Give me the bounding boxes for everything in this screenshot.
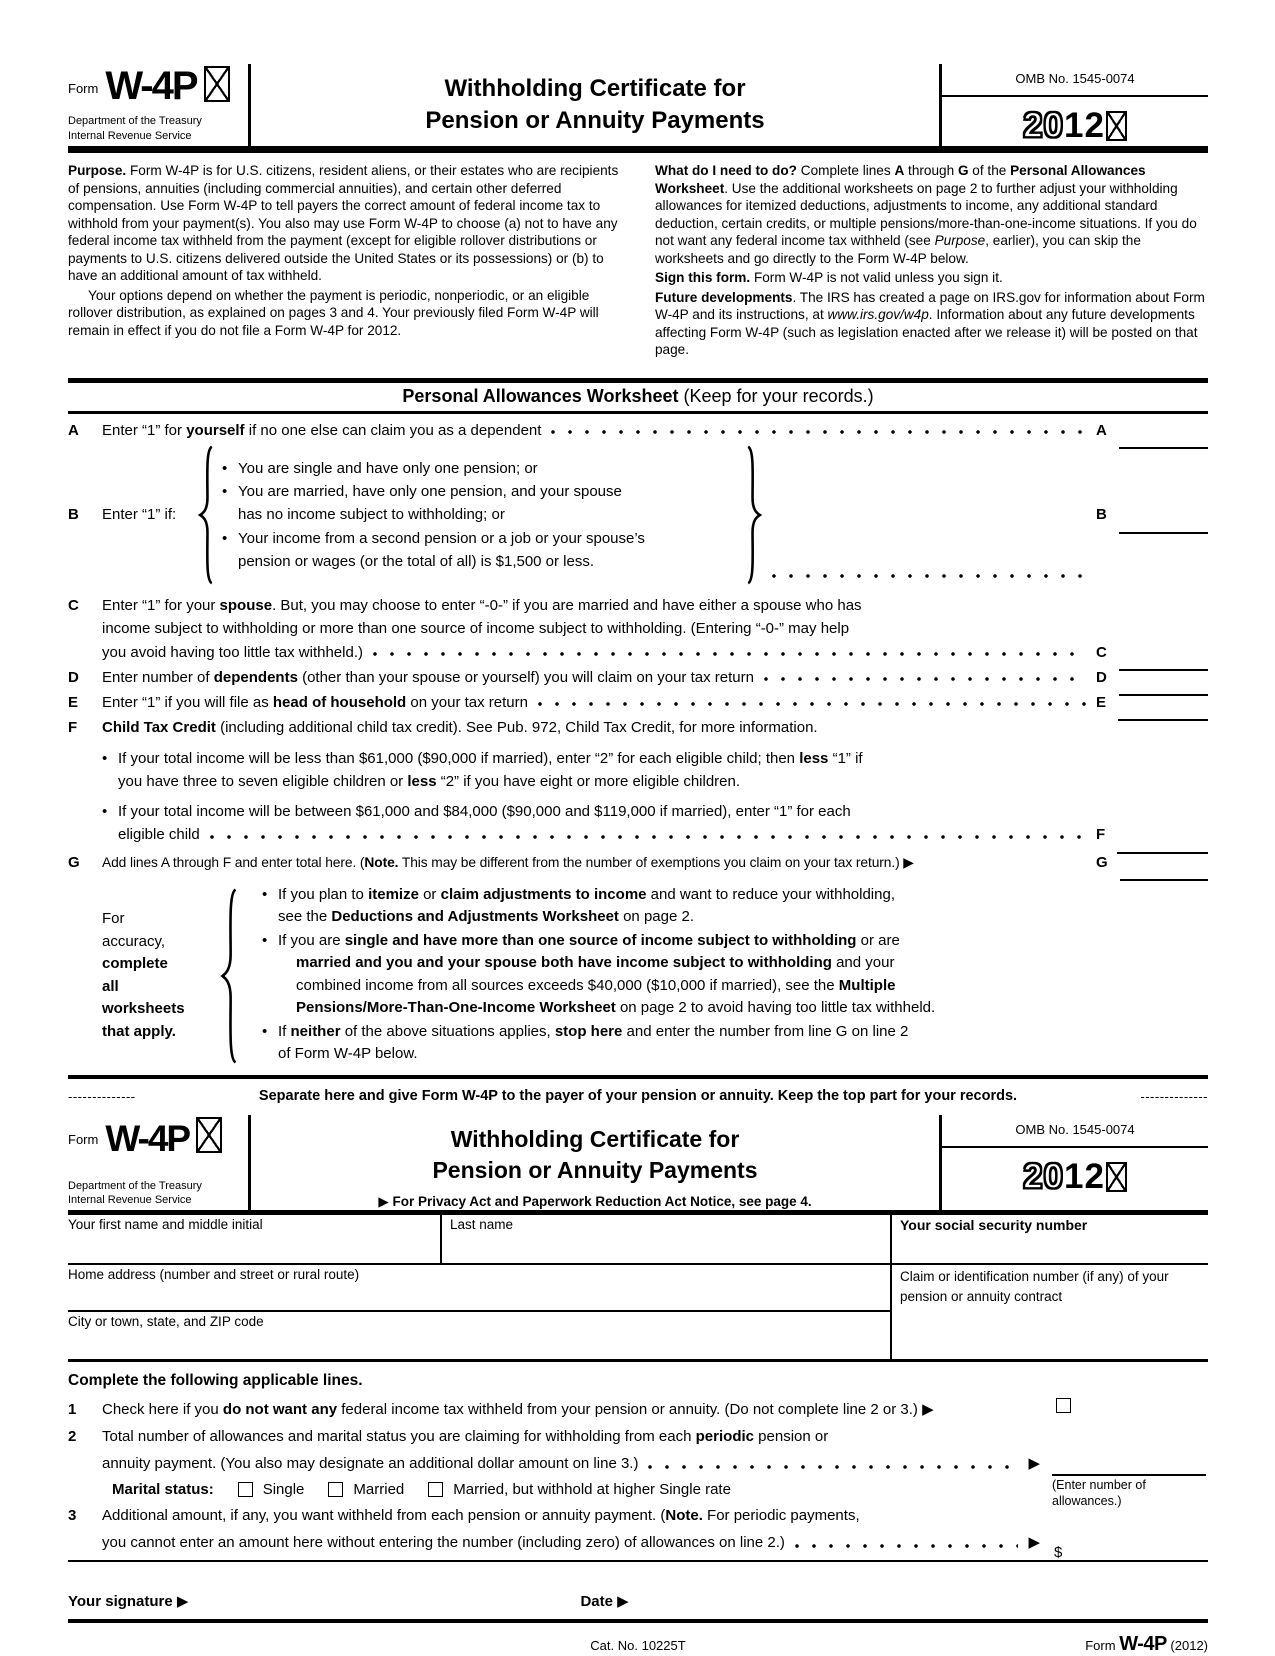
form-header-bottom bbox=[68, 1115, 1208, 1215]
home-address-label: Home address (number and street or rural route) bbox=[68, 1267, 360, 1283]
entry-letter: A bbox=[1096, 421, 1107, 439]
worksheet-title: Personal Allowances Worksheet (Keep for your records.) bbox=[68, 383, 1208, 414]
bullet-icon: • bbox=[262, 885, 268, 903]
options-paragraph: Your options depend on whether the payment is periodic, nonperiodic, or an eligible rollover distribution, as explained on pages 3 and 4. Your previously filed Form W-4P will remain in effect if you do not file a Form W-4P for 2012. bbox=[68, 287, 599, 338]
accuracy-label-line: For bbox=[102, 910, 125, 928]
form-title-line-2: Pension or Annuity Payments bbox=[425, 107, 765, 135]
line-1-text: Check here if you do not want any federal income tax withheld from your pension or annuity. (Do not complete line 2 or 3.) ▶ bbox=[102, 1401, 934, 1419]
bullet-item bbox=[102, 800, 1208, 823]
bullet-item bbox=[222, 480, 746, 503]
bullet-icon: • bbox=[262, 932, 268, 950]
line-3 bbox=[68, 1503, 1040, 1529]
married-label: Married bbox=[353, 1480, 405, 1498]
accuracy-bullet-continued: see the Deductions and Adjustments Worksheet on page 2. bbox=[278, 908, 694, 926]
worksheet-line-b bbox=[68, 444, 1208, 586]
line-letter: G bbox=[68, 853, 80, 871]
marital-status-label: Marital status: bbox=[112, 1480, 214, 1498]
bullet-icon: • bbox=[262, 1022, 268, 1040]
line-b-bullet-list bbox=[214, 457, 746, 573]
sign-this-form-paragraph: Sign this form. Form W-4P is not valid unless you sign it. bbox=[655, 270, 1003, 286]
personal-allowances-worksheet bbox=[68, 419, 1208, 1068]
bullet-text-continued: has no income subject to withholding; or bbox=[238, 506, 505, 524]
accuracy-bullet-continued: combined income from all sources exceeds $40,000 ($10,000 if married), see the Multiple bbox=[296, 976, 896, 994]
bullet-item bbox=[262, 930, 1208, 952]
page-footer bbox=[68, 1623, 1208, 1656]
ssn-field[interactable] bbox=[890, 1215, 1208, 1265]
line-f-bullet1-text: If your total income will be less than $61,000 ($90,000 if married), enter “2” for each eligible child; then less “1” if bbox=[118, 749, 863, 767]
entry-letter: D bbox=[1096, 668, 1107, 686]
entry-letter: B bbox=[1096, 506, 1107, 524]
bullet-text: You are single and have only one pension; or bbox=[238, 459, 538, 477]
form-header-top bbox=[68, 64, 1208, 153]
instructions-right-column bbox=[655, 162, 1208, 366]
dept-line-2: Internal Revenue Service bbox=[68, 1194, 192, 1207]
bullet-item bbox=[222, 527, 746, 550]
accuracy-label-line: complete bbox=[102, 955, 168, 973]
bullet-item bbox=[222, 457, 746, 480]
catalog-number: Cat. No. 10225T bbox=[590, 1637, 686, 1653]
line-1 bbox=[68, 1397, 1040, 1423]
year-outline-digits: 20 bbox=[1023, 106, 1064, 145]
line-2-continued bbox=[68, 1450, 1040, 1477]
omb-number: OMB No. 1545-0074 bbox=[942, 1115, 1208, 1148]
applicable-lines-heading: Complete the following applicable lines. bbox=[68, 1372, 363, 1390]
dot-leader bbox=[795, 1540, 1019, 1552]
line-2 bbox=[68, 1424, 1040, 1450]
allowances-note: (Enter number of allowances.) bbox=[1052, 1478, 1146, 1509]
omb-year-box bbox=[939, 1115, 1208, 1210]
line-number: 3 bbox=[68, 1506, 77, 1524]
worksheet-line-c bbox=[68, 594, 1208, 664]
form-title-line-1: Withholding Certificate for bbox=[450, 1126, 740, 1153]
worksheet-line-a bbox=[68, 419, 1208, 442]
year-outline-digits: 20 bbox=[1023, 1157, 1064, 1197]
department-lines bbox=[68, 1179, 244, 1208]
line-c-text-2: income subject to withholding or more than one source of income subject to withholding. (Entering “-0-” may help bbox=[102, 620, 850, 638]
signature-label: Your signature bbox=[68, 1592, 173, 1610]
instructions-section bbox=[68, 153, 1208, 378]
form-word: Form bbox=[68, 1132, 99, 1148]
line-3-continued bbox=[68, 1529, 1040, 1556]
worksheet-line-f bbox=[68, 716, 1208, 846]
dept-line-1: Department of the Treasury bbox=[68, 115, 202, 128]
line-letter: F bbox=[68, 719, 78, 737]
entry-letter: E bbox=[1096, 694, 1107, 712]
bullet-icon: • bbox=[102, 803, 108, 821]
line-number: 1 bbox=[68, 1401, 77, 1419]
omb-year-box bbox=[939, 64, 1208, 146]
instructions-left-column bbox=[68, 162, 621, 366]
line-f-heading: Child Tax Credit (including additional child tax credit). See Pub. 972, Child Tax Credit, for more information. bbox=[102, 719, 818, 737]
separate-here-row bbox=[68, 1079, 1208, 1115]
dot-leader bbox=[210, 831, 1086, 843]
dot-leader bbox=[373, 648, 1086, 660]
accuracy-label-line: all bbox=[102, 977, 119, 995]
line-f-bullet2-continued: eligible child bbox=[118, 826, 200, 844]
bullet-icon: • bbox=[102, 749, 108, 767]
entry-letter: C bbox=[1096, 643, 1107, 661]
right-entry-strip bbox=[1052, 1362, 1208, 1560]
line-letter: A bbox=[68, 421, 79, 439]
dot-leader bbox=[551, 426, 1086, 438]
bullet-icon: • bbox=[222, 459, 228, 477]
allowances-entry-line[interactable] bbox=[1052, 1474, 1206, 1476]
right-arrow-icon: ▶ bbox=[617, 1591, 629, 1610]
boxed-x-icon bbox=[196, 1117, 222, 1153]
marital-status-row bbox=[68, 1477, 1040, 1503]
line-letter: B bbox=[68, 506, 79, 524]
form-title-line-2: Pension or Annuity Payments bbox=[432, 1157, 758, 1184]
accuracy-bullet-continued: Pensions/More-Than-One-Income Worksheet on page 2 to avoid having too little tax withheld. bbox=[296, 998, 936, 1016]
bullet-item bbox=[262, 1021, 1208, 1043]
applicable-lines-section bbox=[68, 1362, 1208, 1560]
accuracy-bullet-text: If you are single and have more than one source of income subject to withholding or are bbox=[278, 932, 900, 950]
single-checkbox[interactable] bbox=[238, 1482, 253, 1497]
accuracy-bullet-text: If you plan to itemize or claim adjustments to income and want to reduce your withholding, bbox=[278, 885, 895, 903]
accuracy-bullet-continued: married and you and your spouse both have income subject to withholding and your bbox=[296, 954, 895, 972]
line-a-text: Enter “1” for yourself if no one else can claim you as a dependent bbox=[102, 421, 542, 439]
purpose-paragraph: Purpose. Form W-4P is for U.S. citizens, resident aliens, or their estates who are recipients of pensions, annuities (including commercial annuities), and certain other deferred compensation. Use Form W-4P to tell payers the correct amount of federal income tax to withhold from your payment(s). You also may use Form W-4P to choose (a) not to have any federal income tax withheld from the payment (except for eligible rollover distributions or payments to U.S. citizens delivered outside the United States or its possessions) or (b) to have an additional amount of tax withheld. bbox=[68, 163, 619, 284]
year-bold-digits: 12 bbox=[1064, 1157, 1105, 1197]
claim-number-label: Claim or identification number (if any) of your pension or annuity contract bbox=[900, 1269, 1169, 1304]
form-word: Form bbox=[68, 81, 99, 96]
last-name-field[interactable] bbox=[442, 1215, 890, 1265]
line-2-text-1: Total number of allowances and marital status you are claiming for withholding from each periodic pension or bbox=[102, 1427, 829, 1445]
first-name-field[interactable] bbox=[68, 1215, 442, 1265]
boxed-x-icon bbox=[204, 66, 230, 102]
dot-leader bbox=[764, 673, 1086, 685]
form-title-block bbox=[251, 1115, 939, 1210]
city-state-zip-label: City or town, state, and ZIP code bbox=[68, 1314, 264, 1330]
left-brace bbox=[198, 444, 214, 586]
taxpayer-info-grid bbox=[68, 1215, 1208, 1362]
date-label: Date bbox=[580, 1592, 613, 1610]
line-b-intro: Enter “1” if: bbox=[102, 506, 177, 524]
accuracy-label bbox=[102, 908, 220, 1043]
line-number: 2 bbox=[68, 1427, 77, 1445]
right-arrow-icon: ▶ bbox=[176, 1591, 189, 1610]
claim-number-field[interactable] bbox=[890, 1265, 1208, 1359]
omb-number: OMB No. 1545-0074 bbox=[942, 64, 1208, 97]
line-f-bullet2-text: If your total income will be between $61,000 and $84,000 ($90,000 and $119,000 if married), enter “1” for each bbox=[118, 803, 851, 821]
line-c-text-3: you avoid having too little tax withheld.) bbox=[102, 643, 363, 661]
additional-amount-entry[interactable] bbox=[1068, 1534, 1208, 1562]
privacy-act-notice: ▶ For Privacy Act and Paperwork Reduction Act Notice, see page 4. bbox=[378, 1194, 812, 1211]
what-do-i-need-paragraph: What do I need to do? Complete lines A through G of the Personal Allowances Worksheet. Use the additional worksheets on page 2 to further adjust your withholding allowances for itemized deductions, adjustments to income, any additional standard deduction, certain credits, or multiple pensions/more-than-one-income situations. If you do not want any federal income tax withheld (see Purpose, earlier), you can skip the worksheets and go directly to the Form W-4P below. bbox=[655, 163, 1197, 266]
tax-year bbox=[942, 1148, 1208, 1197]
line-g-text: Add lines A through F and enter total here. (Note. This may be different from the number of exemptions you claim on your tax return.) ▶ bbox=[102, 854, 914, 870]
line-b-entry bbox=[1096, 503, 1208, 526]
form-name: W-4P bbox=[1119, 1632, 1167, 1655]
accuracy-label-line: worksheets bbox=[102, 1000, 185, 1018]
bullet-icon: • bbox=[222, 483, 228, 501]
boxed-x-icon bbox=[1106, 111, 1127, 141]
form-title-line-1: Withholding Certificate for bbox=[444, 75, 746, 102]
bullet-item bbox=[102, 747, 1208, 770]
right-arrow-icon: ▶ bbox=[1028, 1532, 1040, 1551]
accuracy-block bbox=[68, 884, 1208, 1068]
dot-leader bbox=[538, 698, 1086, 710]
form-title-block bbox=[251, 64, 939, 146]
signature-row bbox=[68, 1562, 1208, 1619]
line-d-entry bbox=[1096, 666, 1208, 689]
bullet-text: Your income from a second pension or a job or your spouse’s bbox=[238, 529, 645, 547]
line-c-text-1: Enter “1” for your spouse. But, you may choose to enter “-0-” if you are married and have either a spouse who has bbox=[102, 597, 862, 615]
dept-line-2: Internal Revenue Service bbox=[68, 129, 192, 142]
married-checkbox[interactable] bbox=[328, 1482, 343, 1497]
line-letter: C bbox=[68, 597, 79, 615]
line-3-text-2: you cannot enter an amount here without entering the number (including zero) of allowances on line 2.) bbox=[102, 1533, 785, 1551]
dot-leader bbox=[772, 570, 1086, 582]
line-e-entry bbox=[1096, 691, 1208, 714]
line-3-text-1: Additional amount, if any, you want withheld from each pension or annuity payment. (Note. For periodic payments, bbox=[102, 1506, 860, 1524]
ssn-label: Your social security number bbox=[900, 1217, 1088, 1234]
right-arrow-icon: ▶ bbox=[378, 1194, 389, 1211]
dash-run: -------------- bbox=[1140, 1088, 1208, 1104]
entry-line-g[interactable] bbox=[1120, 867, 1208, 881]
form-name: W-4P bbox=[105, 1117, 190, 1159]
line-c-entry bbox=[1096, 641, 1208, 664]
line-e-text: Enter “1” if you will file as head of household on your tax return bbox=[102, 694, 528, 712]
form-name: W-4P bbox=[105, 64, 197, 108]
dept-line-1: Department of the Treasury bbox=[68, 1179, 202, 1192]
worksheet-line-d bbox=[68, 666, 1208, 689]
single-label: Single bbox=[262, 1480, 305, 1498]
line-letter: D bbox=[68, 668, 79, 686]
city-state-zip-field[interactable] bbox=[68, 1312, 890, 1359]
left-brace bbox=[220, 886, 238, 1066]
married-withhold-higher-checkbox[interactable] bbox=[428, 1482, 443, 1497]
worksheet-line-g bbox=[68, 851, 1208, 874]
boxed-x-icon bbox=[1106, 1162, 1127, 1192]
form-id-box bbox=[68, 64, 251, 146]
bullet-item bbox=[262, 884, 1208, 906]
first-name-label: Your first name and middle initial bbox=[68, 1217, 263, 1233]
dot-leader bbox=[648, 1461, 1018, 1473]
bullet-text-continued: pension or wages (or the total of all) is $1,500 or less. bbox=[238, 552, 595, 570]
bullet-text: You are married, have only one pension, and your spouse bbox=[238, 483, 622, 501]
department-lines bbox=[68, 114, 244, 143]
right-arrow-icon: ▶ bbox=[1028, 1453, 1040, 1472]
line-f-entry bbox=[1096, 823, 1208, 846]
accuracy-bullet-list bbox=[238, 884, 1208, 1068]
accuracy-label-line: that apply. bbox=[102, 1022, 176, 1040]
dash-run: -------------- bbox=[68, 1088, 136, 1104]
accuracy-label-line: accuracy, bbox=[102, 932, 166, 950]
line-g-entry bbox=[1096, 851, 1208, 874]
form-reference: Form W-4P (2012) bbox=[1085, 1632, 1208, 1655]
form-id-box bbox=[68, 1115, 251, 1210]
accuracy-bullet-text: If neither of the above situations applies, stop here and enter the number from line G on line 2 bbox=[278, 1022, 909, 1040]
separate-here-text: Separate here and give Form W-4P to the payer of your pension or annuity. Keep the top part for your records. bbox=[258, 1088, 1018, 1105]
line-f-bullet1-continued: you have three to seven eligible children or less “2” if you have eight or more eligible children. bbox=[118, 772, 741, 790]
entry-line-a[interactable] bbox=[1119, 435, 1208, 449]
dollar-sign: $ bbox=[1054, 1544, 1063, 1562]
future-developments-paragraph: Future developments. The IRS has created a page on IRS.gov for information about Form W-4P and its instructions, at www.irs.gov/w4p. Information about any future developments affecting Form W-4P (such as legislation enacted after we release it) will be posted on that page. bbox=[655, 289, 1205, 358]
entry-letter: G bbox=[1096, 853, 1108, 871]
home-address-field[interactable] bbox=[68, 1265, 890, 1312]
bullet-icon: • bbox=[222, 529, 228, 547]
last-name-label: Last name bbox=[450, 1217, 514, 1233]
line-d-text: Enter number of dependents (other than your spouse or yourself) you will claim on your tax return bbox=[102, 668, 754, 686]
no-withholding-checkbox[interactable] bbox=[1056, 1398, 1071, 1413]
tax-year bbox=[942, 97, 1208, 146]
line-letter: E bbox=[68, 694, 79, 712]
entry-line-b[interactable] bbox=[1119, 520, 1208, 534]
line-a-entry bbox=[1096, 419, 1208, 442]
married-withhold-higher-label: Married, but withhold at higher Single rate bbox=[453, 1480, 731, 1498]
worksheet-line-e bbox=[68, 691, 1208, 714]
line-2-text-2: annuity payment. (You also may designate an additional dollar amount on line 3.) bbox=[102, 1454, 639, 1472]
year-bold-digits: 12 bbox=[1064, 106, 1105, 145]
accuracy-bullet-continued: of Form W-4P below. bbox=[278, 1045, 418, 1063]
entry-letter: F bbox=[1096, 826, 1106, 844]
right-brace bbox=[746, 444, 762, 586]
